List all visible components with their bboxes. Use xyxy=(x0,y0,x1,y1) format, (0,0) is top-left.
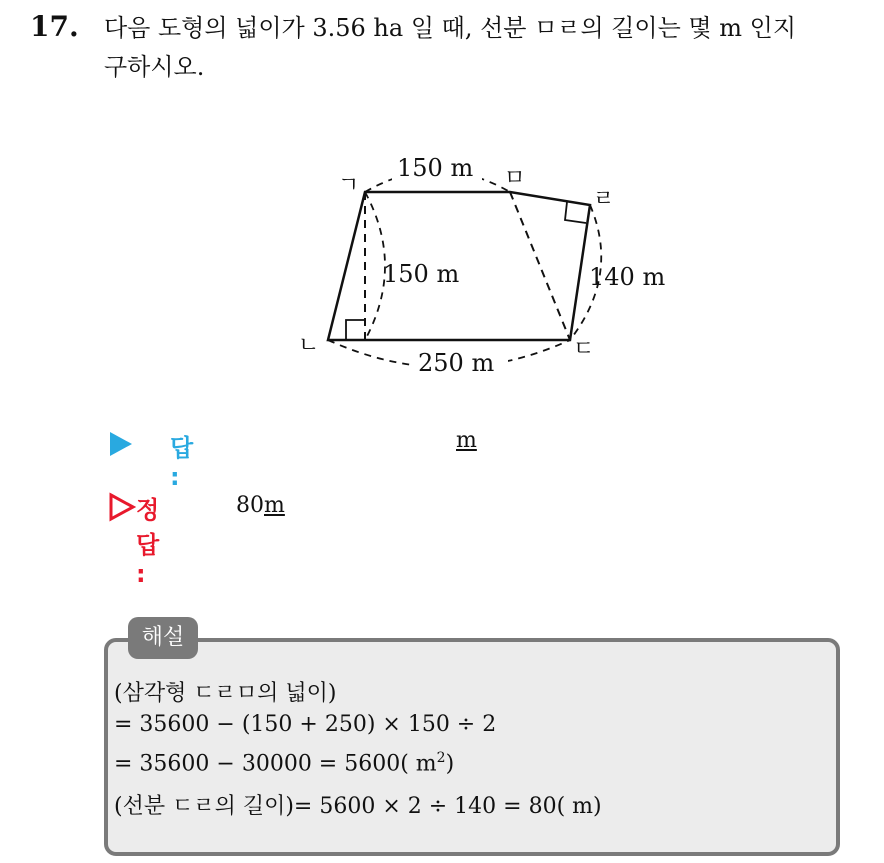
answer-label: 답 : xyxy=(170,434,194,491)
explanation-tab: 해설 xyxy=(128,617,198,659)
correct-answer-number: 80 xyxy=(236,493,264,518)
height-length-label: 150 m xyxy=(383,260,460,288)
vertex-g-label: ㄱ xyxy=(338,173,360,198)
right-angle-marker-bottom xyxy=(346,320,365,340)
explanation-line-3-main: = 35600 − 30000 = 5600( m xyxy=(114,751,437,777)
explanation-line-3 xyxy=(114,750,454,776)
question-text-line-2: 구하시오. xyxy=(104,53,205,81)
vertex-d-label: ㄷ xyxy=(573,337,595,362)
question-number: 17. xyxy=(30,10,79,43)
correct-answer-value xyxy=(236,493,285,518)
right-angle-marker-right xyxy=(565,202,586,223)
explanation-line-2: = 35600 − (150 + 250) × 150 ÷ 2 xyxy=(114,712,497,737)
explanation-line-4: (선분 ㄷㄹ의 길이)= 5600 × 2 ÷ 140 = 80( m) xyxy=(114,794,602,819)
correct-answer-unit: m xyxy=(264,493,285,518)
height-dimension-arc xyxy=(365,192,385,340)
vertex-r-label: ㄹ xyxy=(593,187,615,212)
right-length-label: 140 m xyxy=(589,263,666,291)
filled-triangle-marker-icon xyxy=(108,430,134,458)
vertex-n-label: ㄴ xyxy=(298,333,320,358)
top-length-label: 150 m xyxy=(397,154,474,182)
explanation-line-3-close: ) xyxy=(445,751,455,777)
explanation-box xyxy=(104,638,840,856)
answer-input-unit: m xyxy=(456,428,477,453)
diagonal-line xyxy=(510,192,570,340)
explanation-line-3-exponent: 2 xyxy=(436,750,446,766)
question-text-line-1: 다음 도형의 넓이가 3.56 ha 일 때, 선분 ㅁㄹ의 길이는 몇 m 인지 xyxy=(104,14,796,42)
outlined-triangle-marker-icon xyxy=(108,492,136,522)
explanation-line-1: (삼각형 ㄷㄹㅁ의 넓이) xyxy=(114,681,337,706)
trapezoid-figure xyxy=(0,0,884,420)
bottom-length-label: 250 m xyxy=(418,349,495,377)
correct-answer-label: 정답 : xyxy=(136,496,160,588)
vertex-m-label: ㅁ xyxy=(504,166,526,191)
